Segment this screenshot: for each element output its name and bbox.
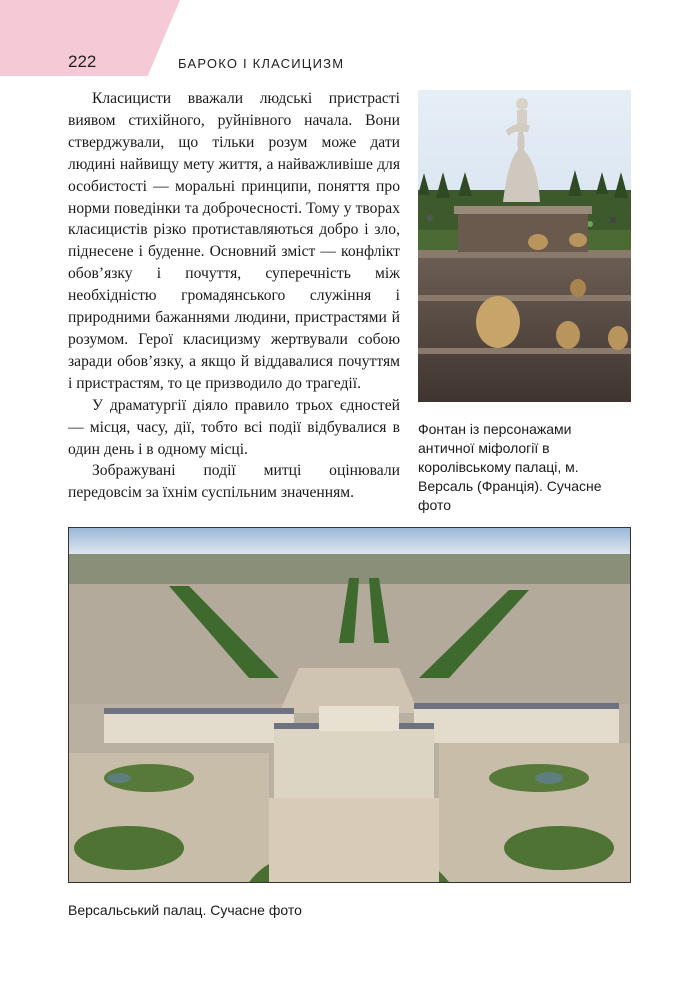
running-title: БАРОКО І КЛАСИЦИЗМ [178,56,345,71]
paragraph-2: У драматургії діяло правило трьох єдностей — місця, часу, дії, тобто всі події відбувалися в один день і в одному місці. [68,396,400,458]
fountain-photo [418,90,631,402]
paragraph-1: Класицисти вважали людські пристрасті виявом стихійного, руйнівного начала. Вони стверджували, що тільки розум може дати людині найвищу мету життя, а найважливіше для особистості — моральні принципи, поняття про норми поведінки та доброчесності. Тому у творах класицистів різко протиставляються добро і зло, піднесене і буденне. Основний зміст — конфлікт обов’язку і почуття, суперечність між необхідністю громадянського служіння і природними бажаннями людини, пристрастями й розумом. Герої класицизму жертвували собою заради обов’язку, а якщо й віддавалися почуттям і пристрастям, то це призводило до трагедії. [68,90,400,392]
paragraph-3: Зображувані події митці оцінювали передовсім за їхнім суспільним значенням. [68,462,400,502]
palace-caption: Версальський палац. Сучасне фото [68,902,302,918]
body-text [68,88,400,504]
fountain-caption: Фонтан із персонажами античної міфології в королівському палаці, м. Версаль (Франція). Сучасне фото [418,421,602,513]
palace-photo [68,527,631,883]
page-number: 222 [68,52,97,71]
